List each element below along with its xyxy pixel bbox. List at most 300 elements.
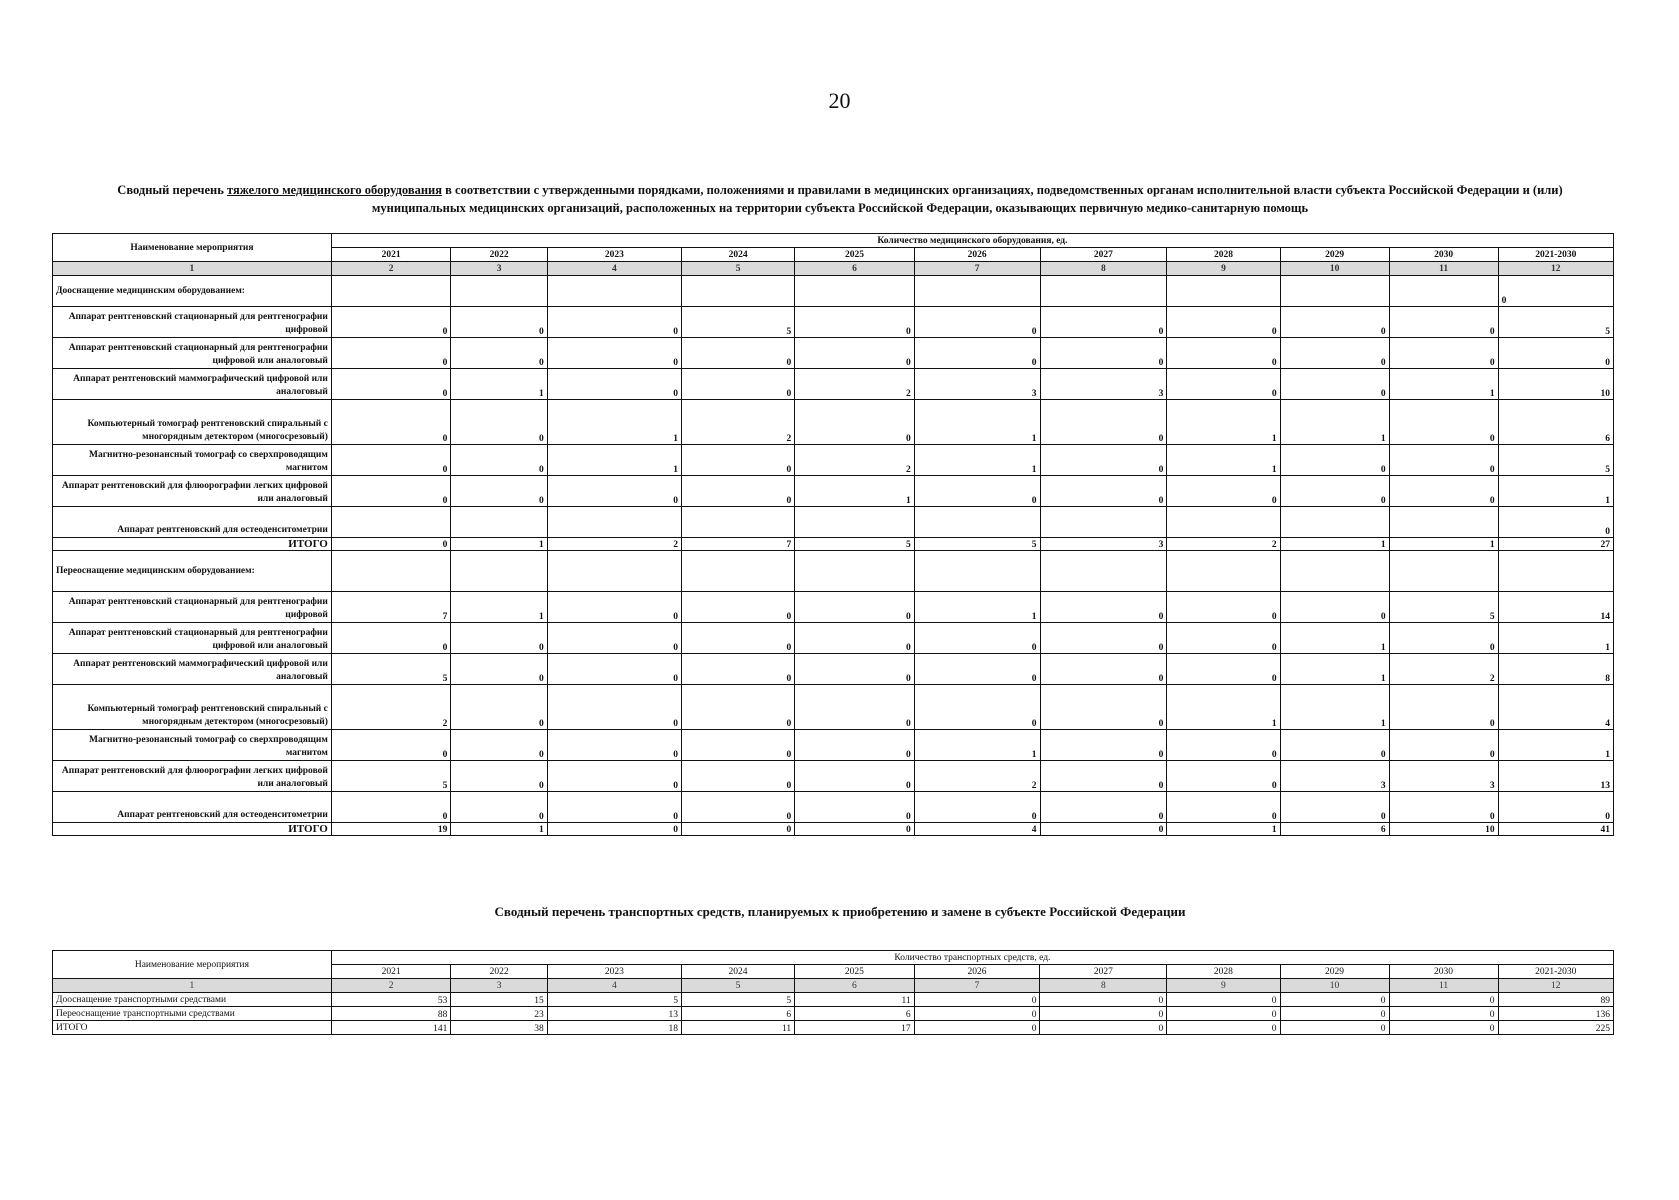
value-cell: 0 [1167, 1007, 1280, 1021]
value-cell: 1 [1280, 654, 1389, 685]
value-cell: 225 [1498, 1021, 1613, 1035]
value-cell: 88 [331, 1007, 451, 1021]
column-number: 11 [1389, 262, 1498, 276]
section-blank-cell [1040, 551, 1167, 592]
value-cell: 2 [914, 761, 1040, 792]
column-number: 2 [331, 262, 451, 276]
value-cell: 0 [795, 623, 915, 654]
total-value: 5 [914, 538, 1040, 551]
value-cell: 0 [1167, 761, 1280, 792]
header-quantity: Количество медицинского оборудования, ед. [331, 234, 1613, 248]
header-name: Наименование мероприятия [53, 951, 332, 979]
value-cell: 3 [1280, 761, 1389, 792]
value-cell [1389, 507, 1498, 538]
value-cell: 0 [547, 685, 681, 730]
value-cell: 0 [547, 654, 681, 685]
header-name: Наименование мероприятия [53, 234, 332, 262]
value-cell: 141 [331, 1021, 451, 1035]
value-cell: 6 [681, 1007, 794, 1021]
value-cell: 0 [1280, 476, 1389, 507]
year-header: 2027 [1040, 965, 1167, 979]
total-value: 3 [1040, 538, 1167, 551]
equipment-name: Аппарат рентгеновский стационарный для рентгенографии цифровой или аналоговый [53, 338, 332, 369]
value-cell: 2 [1389, 654, 1498, 685]
column-number: 8 [1040, 979, 1167, 993]
section-blank-cell [331, 276, 451, 307]
table1-title-underlined: тяжелого медицинского оборудования [226, 183, 443, 197]
year-header: 2021 [331, 248, 451, 262]
table-row [53, 592, 1614, 623]
total-value: 1 [1389, 538, 1498, 551]
table-row [53, 507, 1614, 538]
section-total-cell: 0 [1498, 276, 1613, 307]
value-cell: 1 [1280, 623, 1389, 654]
table-row [53, 1007, 1614, 1021]
value-cell: 0 [1167, 654, 1280, 685]
value-cell: 0 [451, 445, 547, 476]
equipment-name: Аппарат рентгеновский для флюорографии легких цифровой или аналоговый [53, 476, 332, 507]
value-cell: 1 [914, 730, 1040, 761]
value-cell: 1 [451, 592, 547, 623]
value-cell: 0 [1280, 307, 1389, 338]
value-cell: 0 [914, 307, 1040, 338]
value-cell: 0 [1280, 993, 1389, 1007]
value-cell: 0 [547, 792, 681, 823]
value-cell: 0 [681, 730, 794, 761]
value-cell: 5 [331, 761, 451, 792]
transport-name: Переоснащение транспортными средствами [53, 1007, 332, 1021]
value-cell [1040, 507, 1167, 538]
value-cell: 5 [547, 993, 681, 1007]
value-cell: 0 [1389, 307, 1498, 338]
value-cell: 0 [914, 623, 1040, 654]
value-cell: 5 [331, 654, 451, 685]
value-cell: 4 [1498, 685, 1613, 730]
value-cell: 0 [1498, 507, 1613, 538]
value-cell: 0 [914, 338, 1040, 369]
value-cell: 1 [1167, 685, 1280, 730]
value-cell: 0 [1167, 369, 1280, 400]
value-cell: 89 [1498, 993, 1613, 1007]
total-value: 0 [1040, 823, 1167, 836]
total-value: 1 [1167, 823, 1280, 836]
value-cell: 0 [1167, 307, 1280, 338]
table-row [53, 476, 1614, 507]
value-cell [914, 507, 1040, 538]
year-header: 2024 [681, 965, 794, 979]
column-number: 3 [451, 262, 547, 276]
value-cell: 0 [1167, 592, 1280, 623]
year-header: 2023 [547, 248, 681, 262]
total-value: 2 [1167, 538, 1280, 551]
value-cell: 1 [547, 400, 681, 445]
equipment-name: Аппарат рентгеновский стационарный для рентгенографии цифровой [53, 307, 332, 338]
value-cell: 5 [681, 993, 794, 1007]
equipment-name: Компьютерный томограф рентгеновский спиральный с многорядным детектором (многосрезовый) [53, 685, 332, 730]
total-value: 0 [681, 823, 794, 836]
section-blank-cell [1389, 276, 1498, 307]
section-blank-cell [914, 551, 1040, 592]
table1-title [70, 181, 1610, 217]
value-cell: 0 [681, 761, 794, 792]
equipment-name: Аппарат рентгеновский стационарный для рентгенографии цифровой или аналоговый [53, 623, 332, 654]
header-quantity: Количество транспортных средств, ед. [331, 951, 1613, 965]
value-cell: 11 [795, 993, 915, 1007]
value-cell: 0 [1040, 1007, 1167, 1021]
value-cell: 7 [331, 592, 451, 623]
year-header: 2028 [1167, 965, 1280, 979]
equipment-name: Аппарат рентгеновский маммографический цифровой или аналоговый [53, 654, 332, 685]
section-blank-cell [1167, 276, 1280, 307]
column-number: 9 [1167, 979, 1280, 993]
value-cell: 0 [1167, 792, 1280, 823]
total-value: 0 [331, 538, 451, 551]
column-number: 5 [681, 262, 794, 276]
table1-title-after: в соответствии с утвержденными порядками, положениями и правилами в медицинских организациях, подведомственных органам исполнительной власти субъекта Российской Федерации и (или) муниципальных медицинских организаций, расположенных на территории субъекта Российской Федерации, оказывающих первичную медико-санитарную помощь [371, 183, 1563, 215]
value-cell: 0 [1389, 400, 1498, 445]
year-header: 2024 [681, 248, 794, 262]
value-cell: 38 [451, 1021, 547, 1035]
value-cell: 2 [795, 369, 915, 400]
value-cell: 13 [1498, 761, 1613, 792]
value-cell: 0 [1167, 730, 1280, 761]
column-number: 2 [331, 979, 451, 993]
section-blank-cell [547, 276, 681, 307]
value-cell: 0 [331, 476, 451, 507]
value-cell: 0 [451, 730, 547, 761]
value-cell: 3 [1389, 761, 1498, 792]
total-value: 10 [1389, 823, 1498, 836]
table-row [53, 338, 1614, 369]
table2-title: Сводный перечень транспортных средств, планируемых к приобретению и замене в субъекте Российской Федерации [494, 904, 1186, 919]
value-cell: 0 [1389, 730, 1498, 761]
table-row [53, 400, 1614, 445]
value-cell: 136 [1498, 1007, 1613, 1021]
year-header: 2022 [451, 965, 547, 979]
value-cell: 0 [331, 730, 451, 761]
value-cell: 0 [1040, 592, 1167, 623]
column-number: 11 [1389, 979, 1498, 993]
section-blank-cell [547, 551, 681, 592]
equipment-name: Аппарат рентгеновский для остеоденситометрии [53, 507, 332, 538]
value-cell: 0 [1280, 1021, 1389, 1035]
equipment-name: Аппарат рентгеновский для остеоденситометрии [53, 792, 332, 823]
section-blank-cell [681, 551, 794, 592]
value-cell: 0 [1389, 685, 1498, 730]
value-cell: 0 [1498, 792, 1613, 823]
value-cell: 0 [1167, 993, 1280, 1007]
value-cell: 0 [795, 761, 915, 792]
year-header: 2029 [1280, 965, 1389, 979]
table-row [53, 761, 1614, 792]
value-cell: 2 [331, 685, 451, 730]
column-number: 12 [1498, 262, 1613, 276]
value-cell [1280, 507, 1389, 538]
value-cell: 0 [681, 685, 794, 730]
value-cell: 0 [451, 761, 547, 792]
year-header: 2021-2030 [1498, 965, 1613, 979]
value-cell: 0 [331, 307, 451, 338]
value-cell: 0 [451, 476, 547, 507]
value-cell: 0 [1389, 792, 1498, 823]
section-title: Переоснащение медицинским оборудованием: [53, 551, 332, 592]
column-number: 3 [451, 979, 547, 993]
value-cell: 0 [1040, 445, 1167, 476]
transport-name: ИТОГО [53, 1021, 332, 1035]
year-header: 2025 [795, 965, 915, 979]
value-cell: 0 [331, 623, 451, 654]
section-blank-cell [795, 551, 915, 592]
value-cell: 0 [1280, 792, 1389, 823]
value-cell: 0 [451, 685, 547, 730]
value-cell: 0 [547, 476, 681, 507]
total-label: ИТОГО [53, 538, 332, 551]
value-cell: 0 [1167, 623, 1280, 654]
value-cell: 0 [1040, 685, 1167, 730]
value-cell: 0 [451, 307, 547, 338]
value-cell: 5 [1498, 445, 1613, 476]
value-cell: 1 [914, 400, 1040, 445]
section-blank-cell [795, 276, 915, 307]
equipment-name: Аппарат рентгеновский стационарный для рентгенографии цифровой [53, 592, 332, 623]
value-cell: 0 [547, 369, 681, 400]
year-header: 2029 [1280, 248, 1389, 262]
value-cell: 0 [1389, 445, 1498, 476]
value-cell: 1 [1498, 623, 1613, 654]
value-cell: 0 [1040, 792, 1167, 823]
section-title: Дооснащение медицинским оборудованием: [53, 276, 332, 307]
table-row [53, 369, 1614, 400]
value-cell [451, 507, 547, 538]
value-cell: 0 [681, 792, 794, 823]
year-header: 2028 [1167, 248, 1280, 262]
value-cell: 0 [795, 592, 915, 623]
value-cell: 3 [1040, 369, 1167, 400]
value-cell: 0 [547, 307, 681, 338]
value-cell: 1 [1498, 730, 1613, 761]
value-cell: 0 [1389, 476, 1498, 507]
table-row [53, 445, 1614, 476]
year-header: 2022 [451, 248, 547, 262]
value-cell: 0 [1040, 400, 1167, 445]
value-cell: 0 [1280, 730, 1389, 761]
column-number: 7 [914, 979, 1040, 993]
column-number: 10 [1280, 262, 1389, 276]
section-blank-cell [914, 276, 1040, 307]
year-header: 2026 [914, 965, 1040, 979]
table-row [53, 654, 1614, 685]
value-cell: 0 [547, 761, 681, 792]
column-number: 1 [53, 262, 332, 276]
value-cell: 1 [914, 445, 1040, 476]
section-blank-cell [1167, 551, 1280, 592]
value-cell: 0 [914, 1021, 1040, 1035]
table-row [53, 730, 1614, 761]
value-cell: 0 [795, 307, 915, 338]
value-cell: 0 [451, 792, 547, 823]
equipment-name: Магнитно-резонансный томограф со сверхпроводящим магнитом [53, 730, 332, 761]
value-cell: 5 [681, 307, 794, 338]
value-cell: 0 [681, 476, 794, 507]
equipment-name: Магнитно-резонансный томограф со сверхпроводящим магнитом [53, 445, 332, 476]
value-cell: 6 [795, 1007, 915, 1021]
section-blank-cell [451, 276, 547, 307]
total-value: 27 [1498, 538, 1613, 551]
section-blank-cell [1040, 276, 1167, 307]
table1-title-before: Сводный перечень [117, 183, 227, 197]
section-blank-cell [681, 276, 794, 307]
value-cell: 8 [1498, 654, 1613, 685]
value-cell: 1 [1389, 369, 1498, 400]
value-cell: 3 [914, 369, 1040, 400]
total-value: 4 [914, 823, 1040, 836]
total-value: 0 [547, 823, 681, 836]
value-cell: 1 [1280, 400, 1389, 445]
value-cell: 0 [1389, 338, 1498, 369]
year-header: 2021 [331, 965, 451, 979]
value-cell: 0 [1389, 1021, 1498, 1035]
table-row [53, 685, 1614, 730]
value-cell [547, 507, 681, 538]
table-row [53, 792, 1614, 823]
value-cell: 11 [681, 1021, 794, 1035]
value-cell: 5 [1389, 592, 1498, 623]
column-number: 6 [795, 979, 915, 993]
value-cell: 17 [795, 1021, 915, 1035]
value-cell: 0 [1167, 338, 1280, 369]
table-row [53, 623, 1614, 654]
value-cell: 1 [1280, 685, 1389, 730]
value-cell: 0 [1167, 1021, 1280, 1035]
value-cell: 0 [451, 338, 547, 369]
value-cell: 0 [795, 400, 915, 445]
value-cell: 0 [451, 623, 547, 654]
equipment-table [52, 233, 1614, 836]
value-cell: 6 [1498, 400, 1613, 445]
value-cell: 0 [795, 685, 915, 730]
value-cell: 1 [451, 369, 547, 400]
value-cell: 1 [1498, 476, 1613, 507]
transport-name: Дооснащение транспортными средствами [53, 993, 332, 1007]
table-row [53, 307, 1614, 338]
total-value: 6 [1280, 823, 1389, 836]
year-header: 2025 [795, 248, 915, 262]
value-cell: 13 [547, 1007, 681, 1021]
value-cell: 0 [1040, 476, 1167, 507]
value-cell: 0 [331, 400, 451, 445]
equipment-table-body [53, 276, 1614, 836]
value-cell: 53 [331, 993, 451, 1007]
table-row [53, 1021, 1614, 1035]
year-header: 2026 [914, 248, 1040, 262]
value-cell: 0 [547, 338, 681, 369]
total-value: 5 [795, 538, 915, 551]
value-cell: 0 [331, 338, 451, 369]
section-blank-cell [331, 551, 451, 592]
value-cell: 23 [451, 1007, 547, 1021]
value-cell: 0 [681, 338, 794, 369]
total-label: ИТОГО [53, 823, 332, 836]
value-cell: 0 [331, 445, 451, 476]
value-cell: 5 [1498, 307, 1613, 338]
value-cell: 0 [681, 623, 794, 654]
value-cell: 0 [1040, 623, 1167, 654]
total-row [53, 823, 1614, 836]
value-cell: 0 [1167, 476, 1280, 507]
equipment-name: Аппарат рентгеновский для флюорографии легких цифровой или аналоговый [53, 761, 332, 792]
column-number: 7 [914, 262, 1040, 276]
column-number: 4 [547, 979, 681, 993]
header-numbers-row [53, 262, 1614, 276]
table-row [53, 993, 1614, 1007]
column-number: 9 [1167, 262, 1280, 276]
value-cell: 0 [1040, 338, 1167, 369]
value-cell: 18 [547, 1021, 681, 1035]
value-cell: 0 [1498, 338, 1613, 369]
value-cell: 0 [1389, 993, 1498, 1007]
value-cell [795, 507, 915, 538]
value-cell [681, 507, 794, 538]
value-cell: 0 [547, 730, 681, 761]
value-cell: 0 [1040, 730, 1167, 761]
value-cell: 0 [795, 338, 915, 369]
value-cell: 14 [1498, 592, 1613, 623]
total-value: 7 [681, 538, 794, 551]
value-cell: 0 [1280, 592, 1389, 623]
value-cell: 0 [1040, 1021, 1167, 1035]
total-value: 19 [331, 823, 451, 836]
transport-table [52, 950, 1614, 1035]
header-numbers-row [53, 979, 1614, 993]
column-number: 12 [1498, 979, 1613, 993]
value-cell: 1 [547, 445, 681, 476]
value-cell [331, 507, 451, 538]
year-header: 2023 [547, 965, 681, 979]
value-cell: 0 [914, 1007, 1040, 1021]
value-cell: 0 [1280, 338, 1389, 369]
value-cell: 0 [1280, 445, 1389, 476]
value-cell: 1 [914, 592, 1040, 623]
value-cell: 0 [1280, 369, 1389, 400]
value-cell: 1 [795, 476, 915, 507]
column-number: 8 [1040, 262, 1167, 276]
column-number: 5 [681, 979, 794, 993]
column-number: 1 [53, 979, 332, 993]
value-cell: 0 [451, 654, 547, 685]
value-cell: 0 [331, 792, 451, 823]
page-number: 20 [828, 88, 851, 113]
value-cell: 1 [1167, 445, 1280, 476]
value-cell: 1 [1167, 400, 1280, 445]
section-blank-cell [451, 551, 547, 592]
value-cell: 0 [1389, 623, 1498, 654]
value-cell: 0 [681, 369, 794, 400]
column-number: 10 [1280, 979, 1389, 993]
section-blank-cell [1389, 551, 1498, 592]
total-row [53, 538, 1614, 551]
value-cell: 0 [914, 792, 1040, 823]
total-value: 1 [451, 823, 547, 836]
value-cell: 0 [795, 730, 915, 761]
value-cell: 0 [547, 623, 681, 654]
value-cell: 0 [914, 993, 1040, 1007]
value-cell: 0 [331, 369, 451, 400]
value-cell: 0 [914, 685, 1040, 730]
equipment-name: Компьютерный томограф рентгеновский спиральный с многорядным детектором (многосрезовый) [53, 400, 332, 445]
total-value: 1 [1280, 538, 1389, 551]
equipment-name: Аппарат рентгеновский маммографический цифровой или аналоговый [53, 369, 332, 400]
value-cell: 2 [681, 400, 794, 445]
